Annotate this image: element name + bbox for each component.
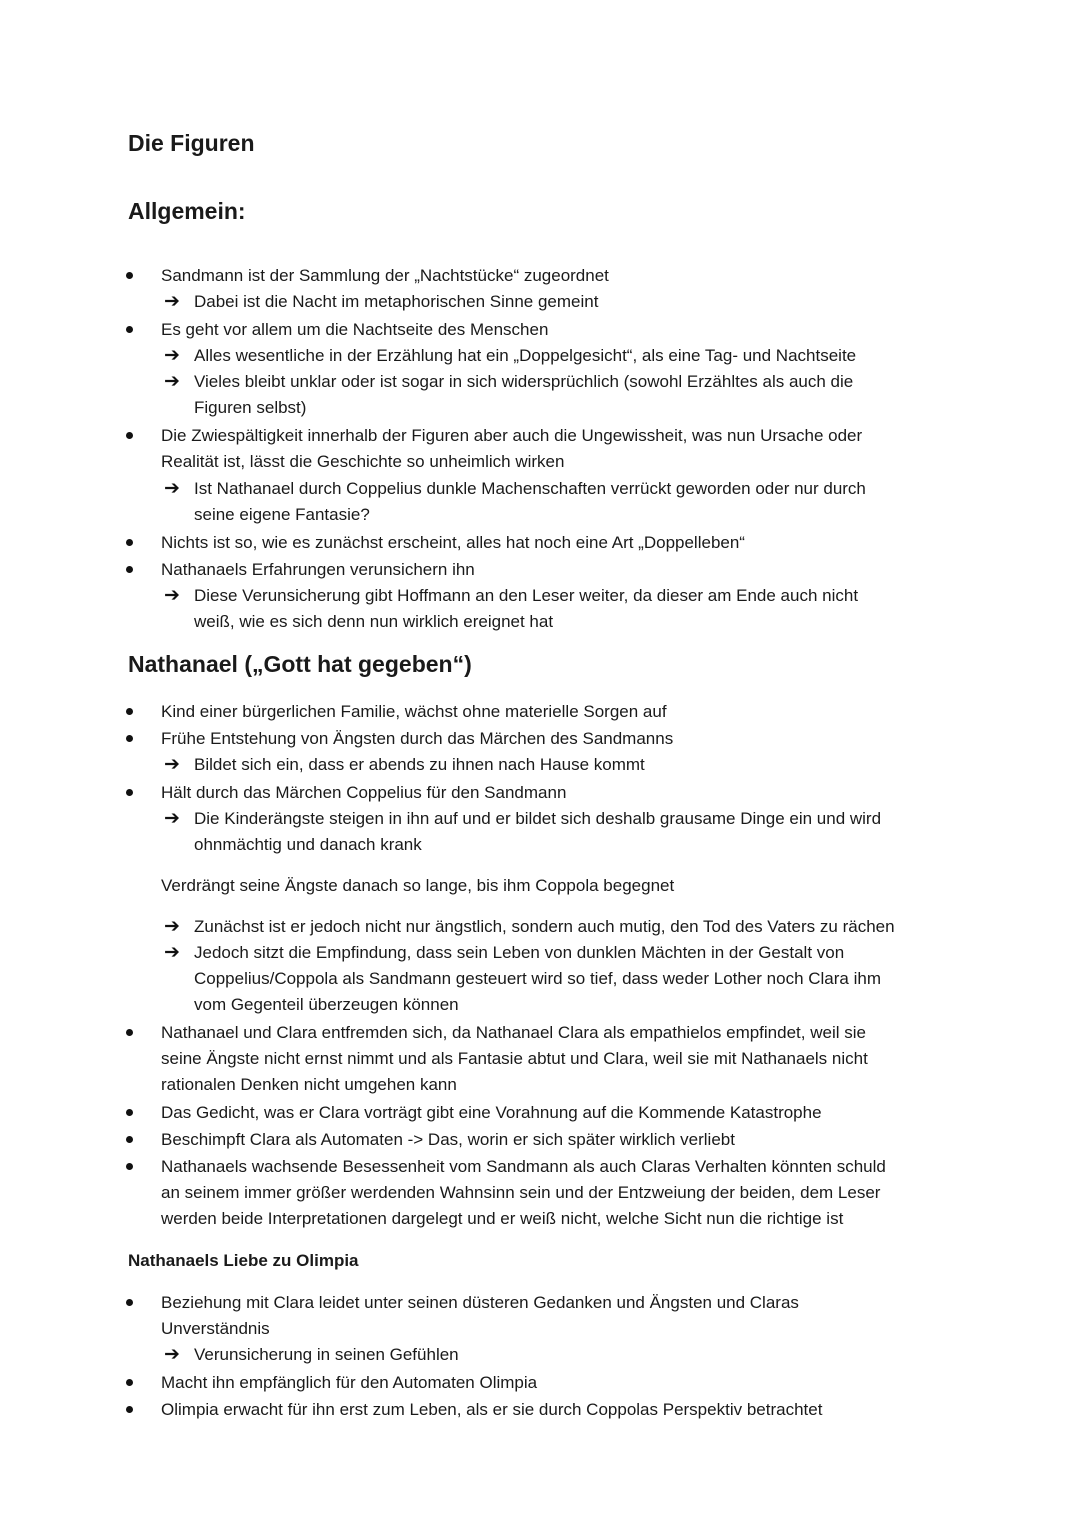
bullet-dot-icon xyxy=(126,566,133,573)
list-item: Nathanael und Clara entfremden sich, da Nathanael Clara als empathielos empfindet, weil sie xyxy=(161,1023,866,1042)
bullet-dot-icon xyxy=(126,1406,133,1413)
sub-list-item: Alles wesentliche in der Erzählung hat ein „Doppelgesicht“, als eine Tag- und Nachtseite xyxy=(194,346,857,365)
bullet-dot-icon xyxy=(126,539,133,546)
bullet-dot-icon xyxy=(126,1109,133,1116)
sub-list-item: Die Kinderängste steigen in ihn auf und er bildet sich deshalb grausame Dinge ein und wird xyxy=(194,809,882,828)
list-item-cont: seine Ängste nicht ernst nimmt und als Fantasie abtut und Clara, weil sie mit Nathanaels nicht xyxy=(161,1049,868,1068)
arrow-right-icon: ➔ xyxy=(164,585,180,606)
sub-list-item-cont: Figuren selbst) xyxy=(194,398,307,417)
list-item-cont: Unverständnis xyxy=(161,1319,270,1338)
list-item: Sandmann ist der Sammlung der „Nachtstücke“ zugeordnet xyxy=(161,266,609,285)
sub-list-item-cont: vom Gegenteil überzeugen können xyxy=(194,995,459,1014)
arrow-right-icon: ➔ xyxy=(164,808,180,829)
list-item: Nathanaels Erfahrungen verunsichern ihn xyxy=(161,560,475,579)
arrow-right-icon: ➔ xyxy=(164,345,180,366)
bullet-dot-icon xyxy=(126,326,133,333)
sub-list-item: Verunsicherung in seinen Gefühlen xyxy=(194,1345,459,1364)
bullet-dot-icon xyxy=(126,1163,133,1170)
list-item-cont: an seinem immer größer werdenden Wahnsinn sein und der Entzweiung der beiden, dem Leser xyxy=(161,1183,881,1202)
list-item: Beziehung mit Clara leidet unter seinen düsteren Gedanken und Ängsten und Claras xyxy=(161,1293,799,1312)
sub-list-item-cont: ohnmächtig und danach krank xyxy=(194,835,422,854)
sub-list-item: Vieles bleibt unklar oder ist sogar in sich widersprüchlich (sowohl Erzähltes als auch die xyxy=(194,372,854,391)
arrow-right-icon: ➔ xyxy=(164,942,180,963)
arrow-right-icon: ➔ xyxy=(164,371,180,392)
bullet-dot-icon xyxy=(126,708,133,715)
list-item: Beschimpft Clara als Automaten -> Das, worin er sich später wirklich verliebt xyxy=(161,1130,735,1149)
bullet-dot-icon xyxy=(126,735,133,742)
sub-list-item-cont: seine eigene Fantasie? xyxy=(194,505,370,524)
list-item-cont: werden beide Interpretationen dargelegt und er weiß nicht, welche Sicht nun die richtige ist xyxy=(161,1209,844,1228)
list-item: Olimpia erwacht für ihn erst zum Leben, als er sie durch Coppolas Perspektiv betrachtet xyxy=(161,1400,823,1419)
arrow-right-icon: ➔ xyxy=(164,1344,180,1365)
arrow-right-icon: ➔ xyxy=(164,291,180,312)
list-item: Nichts ist so, wie es zunächst erscheint, alles hat noch eine Art „Doppelleben“ xyxy=(161,533,745,552)
list-item: Hält durch das Märchen Coppelius für den Sandmann xyxy=(161,783,567,802)
sub-list-item: Bildet sich ein, dass er abends zu ihnen nach Hause kommt xyxy=(194,755,645,774)
bullet-dot-icon xyxy=(126,1029,133,1036)
bullet-dot-icon xyxy=(126,272,133,279)
list-item: Es geht vor allem um die Nachtseite des Menschen xyxy=(161,320,549,339)
sub-list-item-cont: Coppelius/Coppola als Sandmann gesteuert wird so tief, dass weder Lother noch Clara ihm xyxy=(194,969,881,988)
list-item: Das Gedicht, was er Clara vorträgt gibt eine Vorahnung auf die Kommende Katastrophe xyxy=(161,1103,822,1122)
list-item-cont: rationalen Denken nicht umgehen kann xyxy=(161,1075,457,1094)
sub-list-item: Ist Nathanael durch Coppelius dunkle Machenschaften verrückt geworden oder nur durch xyxy=(194,479,866,498)
sub-list-item: Diese Verunsicherung gibt Hoffmann an den Leser weiter, da dieser am Ende auch nicht xyxy=(194,586,859,605)
list-item: Macht ihn empfänglich für den Automaten Olimpia xyxy=(161,1373,538,1392)
list-item-cont: Realität ist, lässt die Geschichte so unheimlich wirken xyxy=(161,452,565,471)
arrow-right-icon: ➔ xyxy=(164,478,180,499)
sub-list-item: Dabei ist die Nacht im metaphorischen Sinne gemeint xyxy=(194,292,599,311)
bullet-dot-icon xyxy=(126,1379,133,1386)
section-heading-allgemein: Allgemein: xyxy=(128,198,246,224)
arrow-right-icon: ➔ xyxy=(164,754,180,775)
paragraph: Verdrängt seine Ängste danach so lange, bis ihm Coppola begegnet xyxy=(161,876,675,895)
arrow-right-icon: ➔ xyxy=(164,916,180,937)
list-item: Nathanaels wachsende Besessenheit vom Sandmann als auch Claras Verhalten könnten schuld xyxy=(161,1157,886,1176)
sub-list-item: Jedoch sitzt die Empfindung, dass sein Leben von dunklen Mächten in der Gestalt von xyxy=(194,943,845,962)
section-heading-olimpia: Nathanaels Liebe zu Olimpia xyxy=(128,1251,359,1270)
list-item: Die Zwiespältigkeit innerhalb der Figuren aber auch die Ungewissheit, was nun Ursache oder xyxy=(161,426,863,445)
bullet-dot-icon xyxy=(126,1136,133,1143)
bullet-dot-icon xyxy=(126,432,133,439)
sub-list-item-cont: weiß, wie es sich denn nun wirklich ereignet hat xyxy=(194,612,554,631)
bullet-dot-icon xyxy=(126,789,133,796)
list-item: Kind einer bürgerlichen Familie, wächst ohne materielle Sorgen auf xyxy=(161,702,667,721)
page-title: Die Figuren xyxy=(128,130,255,156)
list-item: Frühe Entstehung von Ängsten durch das Märchen des Sandmanns xyxy=(161,729,674,748)
sub-list-item: Zunächst ist er jedoch nicht nur ängstlich, sondern auch mutig, den Tod des Vaters zu rächen xyxy=(194,917,895,936)
section-heading-nathanael: Nathanael („Gott hat gegeben“) xyxy=(128,651,472,677)
bullet-dot-icon xyxy=(126,1299,133,1306)
